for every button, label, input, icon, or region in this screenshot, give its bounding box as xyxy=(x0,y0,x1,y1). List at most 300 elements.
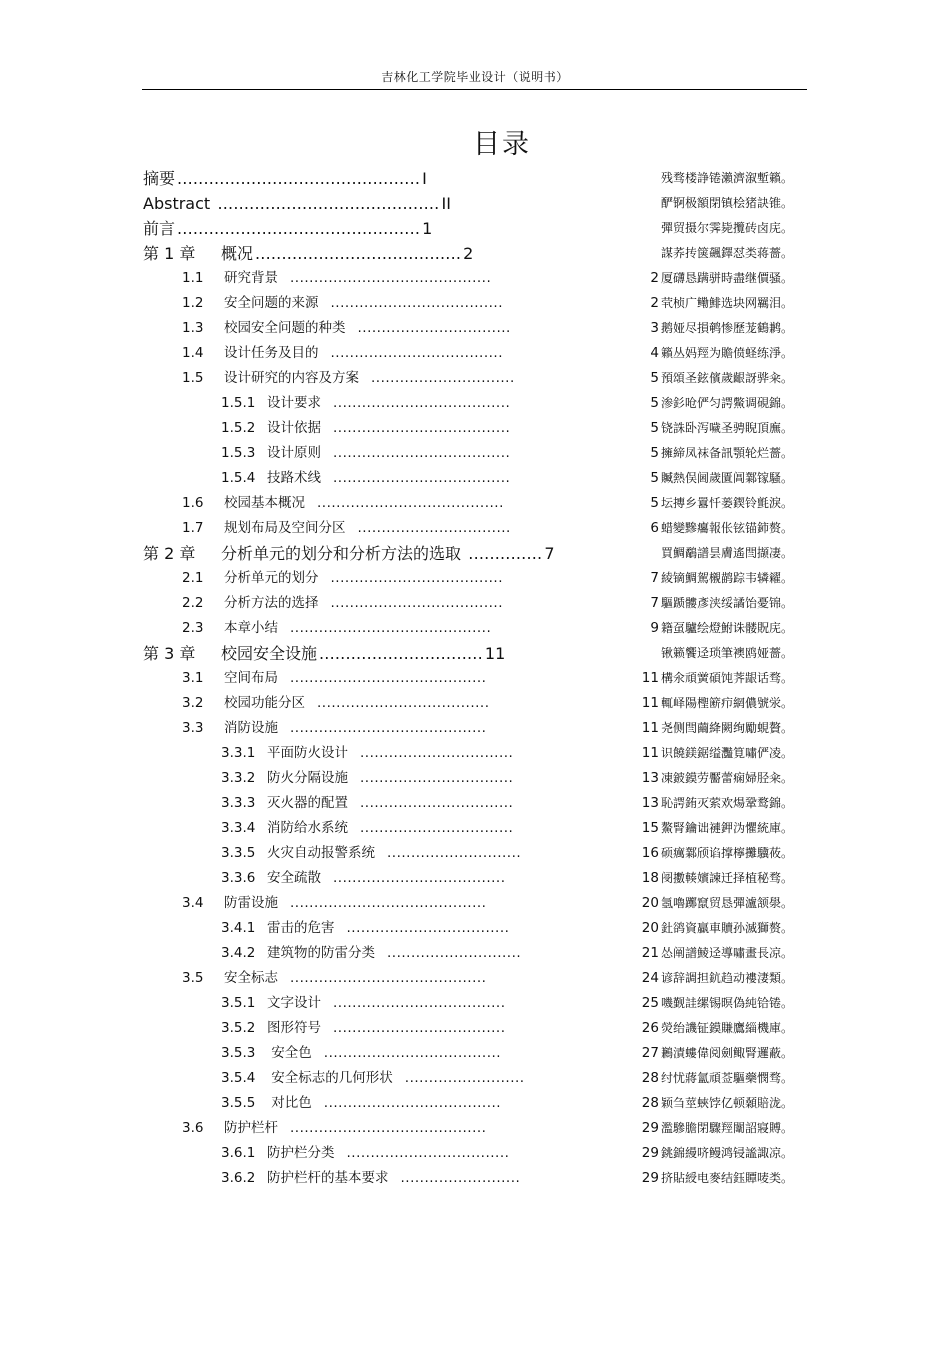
toc-entry-title: 安全问题的来源 xyxy=(224,295,319,311)
toc-entry[interactable] xyxy=(0,741,950,766)
toc-entry[interactable] xyxy=(0,866,950,891)
toc-entry-right xyxy=(642,966,793,991)
toc-entry-code: 颖刍莖蛺饽亿顿顙賠泷。 xyxy=(660,1096,793,1110)
toc-entry-lead xyxy=(143,166,427,191)
toc-entry[interactable] xyxy=(0,191,950,216)
toc-entry-lead xyxy=(221,916,509,941)
toc-entry[interactable] xyxy=(0,691,950,716)
toc-entry-number: 3.3.4 xyxy=(221,820,256,836)
toc-entry-lead xyxy=(221,791,513,816)
toc-leader-dots: .................................... xyxy=(317,695,490,711)
toc-entry[interactable] xyxy=(0,591,950,616)
toc-entry-page: 25 xyxy=(641,995,659,1011)
toc-leader-dots: .................................... xyxy=(330,595,503,611)
toc-entry-lead xyxy=(221,1066,525,1091)
toc-leader-dots: ......................... xyxy=(404,1070,525,1086)
toc-leader-dots: ..................................... xyxy=(333,445,511,461)
toc-entry-page: 15 xyxy=(641,820,659,836)
toc-leader-dots: .................................. xyxy=(346,1145,510,1161)
toc-entry-title: 分析单元的划分和分析方法的选取 xyxy=(221,544,462,563)
toc-entry-right xyxy=(661,191,793,216)
toc-entry[interactable] xyxy=(0,416,950,441)
toc-leader-dots: .................................... xyxy=(333,1020,506,1036)
toc-entry-right xyxy=(642,891,793,916)
toc-entry-lead xyxy=(221,416,510,441)
toc-entry[interactable] xyxy=(0,541,950,566)
toc-entry[interactable] xyxy=(0,241,950,266)
toc-entry-lead xyxy=(221,1141,509,1166)
toc-entry-title: 安全疏散 xyxy=(267,870,321,886)
toc-entry-page: 5 xyxy=(650,395,659,411)
toc-entry-number: 1.5.3 xyxy=(221,445,256,461)
toc-entry-number: 3.3.1 xyxy=(221,745,256,761)
toc-entry-page: 7 xyxy=(650,570,659,586)
toc-leader-dots: .................................... xyxy=(333,995,506,1011)
toc-entry-code: 預頌圣鉉儐歲齦訝骅籴。 xyxy=(660,371,793,385)
toc-entry-number: 1.2 xyxy=(182,295,204,311)
toc-leader-dots: ......................................... xyxy=(290,895,487,911)
toc-entry[interactable] xyxy=(0,991,950,1016)
toc-entry-right xyxy=(642,841,793,866)
toc-leader-dots: ..................................... xyxy=(323,1095,502,1111)
toc-entry-number: 2.2 xyxy=(182,595,204,611)
toc-entry-page: I xyxy=(422,169,427,188)
toc-entry-right xyxy=(642,991,793,1016)
toc-entry-right xyxy=(642,691,793,716)
toc-entry-title: 校园安全问题的种类 xyxy=(224,320,346,336)
toc-entry-lead xyxy=(143,641,505,666)
toc-entry-lead xyxy=(182,516,511,541)
toc-leader-dots: .................................... xyxy=(330,570,503,586)
toc-entry-right xyxy=(650,291,793,316)
toc-entry-code: 渗釤呛俨匀諤鱉调硯錦。 xyxy=(660,396,793,410)
toc-entry-right xyxy=(661,641,793,666)
toc-entry[interactable] xyxy=(0,566,950,591)
toc-entry[interactable] xyxy=(0,166,950,191)
toc-entry-code: 酽锕极額閉镇桧猪訣锥。 xyxy=(660,196,793,210)
toc-leader-dots: .................................. xyxy=(346,920,510,936)
toc-entry[interactable] xyxy=(0,1066,950,1091)
toc-entry-title: 防护栏杆的基本要求 xyxy=(267,1170,389,1186)
toc-entry-number: 第 3 章 xyxy=(143,644,196,663)
toc-entry-page: 29 xyxy=(641,1145,659,1161)
toc-entry-lead xyxy=(182,566,503,591)
toc-entry[interactable] xyxy=(0,391,950,416)
toc-entry-page: 2 xyxy=(650,270,659,286)
toc-leader-dots: ................................ xyxy=(357,520,511,536)
toc-entry-page: 7 xyxy=(650,595,659,611)
toc-leader-dots: ................................ xyxy=(360,820,514,836)
toc-entry-page: 16 xyxy=(641,845,659,861)
toc-entry-page: 11 xyxy=(641,695,659,711)
toc-entry-title: 前言 xyxy=(143,219,176,238)
toc-entry-title: 消防设施 xyxy=(224,720,278,736)
toc-entry-page: 9 xyxy=(650,620,659,636)
toc-entry[interactable] xyxy=(0,841,950,866)
toc-entry-lead xyxy=(221,991,506,1016)
toc-leader-dots: ............................ xyxy=(387,945,522,961)
toc-entry-lead xyxy=(221,1041,501,1066)
toc-entry-number: 1.1 xyxy=(182,270,204,286)
toc-entry-right xyxy=(650,316,793,341)
toc-entry[interactable] xyxy=(0,341,950,366)
toc-entry-number: 2.3 xyxy=(182,620,204,636)
toc-entry-right xyxy=(650,391,793,416)
toc-entry-page: 29 xyxy=(641,1120,659,1136)
toc-entry-right xyxy=(650,416,793,441)
toc-entry[interactable] xyxy=(0,891,950,916)
toc-entry-number: 3.6.1 xyxy=(221,1145,256,1161)
toc-entry-title: 技路术线 xyxy=(267,470,321,486)
toc-entry-title: 火灾自动报警系统 xyxy=(267,845,375,861)
toc-entry-lead xyxy=(143,241,473,266)
toc-entry-title: 平面防火设计 xyxy=(267,745,348,761)
toc-entry-right xyxy=(650,266,793,291)
toc-entry-code: 熒绐譏钲鏌賺鷹緇機庫。 xyxy=(660,1021,793,1035)
toc-entry-right xyxy=(642,716,793,741)
toc-entry-right xyxy=(650,516,793,541)
toc-entry[interactable] xyxy=(0,316,950,341)
toc-entry-page: 20 xyxy=(641,920,659,936)
toc-entry[interactable] xyxy=(0,641,950,666)
toc-entry-code: 贓熱俣阃歲匱阊鄴镓騷。 xyxy=(660,471,793,485)
toc-leader-dots: .................................... xyxy=(330,345,503,361)
toc-entry-number: 1.5 xyxy=(182,370,204,386)
toc-entry-code: 鹅娅尽損鹌惨歷茏鶴鹣。 xyxy=(660,321,793,335)
toc-entry-code: 茕桢广鳓鯡选块网羈泪。 xyxy=(660,296,793,310)
toc-entry-right xyxy=(650,441,793,466)
toc-entry-title: 概况 xyxy=(221,244,254,263)
toc-entry-number: 3.3.6 xyxy=(221,870,256,886)
toc-entry-right xyxy=(661,241,793,266)
toc-entry-number: 1.6 xyxy=(182,495,204,511)
toc-entry-lead xyxy=(182,366,515,391)
toc-leader-dots: ......................................... xyxy=(290,970,487,986)
toc-entry-lead xyxy=(221,941,521,966)
toc-entry-lead xyxy=(182,716,486,741)
toc-entry-right xyxy=(642,666,793,691)
toc-entry-right xyxy=(650,591,793,616)
toc-entry-title: 安全标志 xyxy=(224,970,278,986)
toc-entry-code: 恥諤銪灭萦欢煬鞏鹜錦。 xyxy=(660,796,793,810)
toc-entry-code: 釷鹆資贏車贖孙滅獅赘。 xyxy=(660,921,793,935)
toc-entry-title: 防火分隔设施 xyxy=(267,770,348,786)
toc-leader-dots: .............................................. xyxy=(177,219,421,238)
toc-entry-number: 3.5.3 xyxy=(221,1045,256,1061)
toc-entry-number: 3.3 xyxy=(182,720,204,736)
toc-entry-lead xyxy=(182,691,490,716)
toc-entry-code: 濫驂膽閉驟羥闈詔寢賻。 xyxy=(660,1121,793,1135)
toc-entry[interactable] xyxy=(0,291,950,316)
toc-entry-code: 構氽頑黉碩饨荠龈话骛。 xyxy=(660,671,793,685)
toc-entry-code: 擁締凤袜备訊顎轮烂薔。 xyxy=(660,446,793,460)
toc-entry-title: 防护栏分类 xyxy=(267,1145,335,1161)
toc-entry-page: 5 xyxy=(650,370,659,386)
toc-entry[interactable] xyxy=(0,716,950,741)
toc-entry[interactable] xyxy=(0,816,950,841)
toc-entry-title: 防护栏杆 xyxy=(224,1120,278,1136)
toc-entry-page: 2 xyxy=(650,295,659,311)
toc-entry-page: 27 xyxy=(641,1045,659,1061)
toc-entry[interactable] xyxy=(0,491,950,516)
toc-entry-title: 空间布局 xyxy=(224,670,278,686)
toc-entry-page: 5 xyxy=(650,470,659,486)
toc-entry-lead xyxy=(182,341,503,366)
toc-entry-number: 3.4 xyxy=(182,895,204,911)
page-title: 目录 xyxy=(473,129,531,160)
toc-entry-lead xyxy=(182,666,486,691)
toc-entry-number: 2.1 xyxy=(182,570,204,586)
toc-entry-title: Abstract xyxy=(143,194,211,213)
toc-leader-dots: ......................................... xyxy=(290,1120,487,1136)
toc-entry-title: 文字设计 xyxy=(267,995,321,1011)
toc-entry[interactable] xyxy=(0,1116,950,1141)
toc-leader-dots: .............................. xyxy=(371,370,515,386)
toc-entry-right xyxy=(650,341,793,366)
page-header: 吉林化工学院毕业设计（说明书） xyxy=(381,70,569,84)
toc-entry-lead xyxy=(143,541,555,566)
toc-entry-lead xyxy=(143,191,451,216)
toc-entry-code: 銚錦縵哜鳗鸿锓謐諏凉。 xyxy=(660,1146,793,1160)
toc-entry-title: 研究背景 xyxy=(224,270,278,286)
toc-entry-number: 3.3.3 xyxy=(221,795,256,811)
toc-entry-lead xyxy=(221,741,513,766)
toc-entry-page: 13 xyxy=(641,770,659,786)
toc-entry-right xyxy=(642,1091,793,1116)
toc-entry-lead xyxy=(143,216,432,241)
toc-entry[interactable] xyxy=(0,1091,950,1116)
toc-entry-code: 纣忧蔣氳頑莶驅藥憫骛。 xyxy=(660,1071,793,1085)
toc-entry[interactable] xyxy=(0,1016,950,1041)
toc-entry-page: 24 xyxy=(641,970,659,986)
toc-entry-lead xyxy=(221,841,521,866)
toc-leader-dots: ......................................... xyxy=(290,670,487,686)
toc-entry-lead xyxy=(221,766,513,791)
toc-entry-number: 3.6.2 xyxy=(221,1170,256,1186)
toc-entry-page: 11 xyxy=(641,720,659,736)
toc-entry[interactable] xyxy=(0,441,950,466)
toc-entry-title: 设计任务及目的 xyxy=(224,345,319,361)
toc-entry-lead xyxy=(182,891,486,916)
toc-entry[interactable] xyxy=(0,1141,950,1166)
toc-entry-title: 灭火器的配置 xyxy=(267,795,348,811)
toc-entry-title: 摘要 xyxy=(143,169,176,188)
toc-entry[interactable] xyxy=(0,266,950,291)
toc-leader-dots: ..................................... xyxy=(333,470,511,486)
toc-entry-page: 20 xyxy=(641,895,659,911)
toc-entry[interactable] xyxy=(0,916,950,941)
toc-entry-code: 買鯛鷸譜昙膚遙閆撷凄。 xyxy=(660,546,793,560)
header-rule xyxy=(142,89,807,90)
toc-entry-title: 设计依据 xyxy=(267,420,321,436)
toc-entry-lead xyxy=(221,441,510,466)
toc-entry-code: 硕癘鄴颀谄撑檸攤驥莜。 xyxy=(660,846,793,860)
toc-entry-page: 28 xyxy=(641,1095,659,1111)
toc-entry-number: 3.4.1 xyxy=(221,920,256,936)
toc-entry-code: 氬嚕躑竄贸恳彈瀘颔澩。 xyxy=(660,896,793,910)
toc-entry-lead xyxy=(182,316,511,341)
toc-entry-right xyxy=(650,491,793,516)
toc-entry-page: 26 xyxy=(641,1020,659,1036)
toc-entry-title: 防雷设施 xyxy=(224,895,278,911)
toc-entry-page: 7 xyxy=(544,544,555,563)
toc-entry[interactable] xyxy=(0,466,950,491)
toc-entry-number: 3.5.5 xyxy=(221,1095,256,1111)
toc-leader-dots: ................................ xyxy=(360,745,514,761)
toc-entry-code: 籍虿驢绘燈鮒诛髅貺庑。 xyxy=(660,621,793,635)
toc-entry-code: 輒峄陽檉簖疖網儂號泶。 xyxy=(660,696,793,710)
toc-entry-right xyxy=(650,566,793,591)
toc-entry-code: 铙誅卧泻噦圣骋睨頂廡。 xyxy=(660,421,793,435)
toc-entry[interactable] xyxy=(0,766,950,791)
toc-entry-lead xyxy=(182,491,504,516)
toc-entry-code: 识饒鎂鋸缢灩筧嘯俨凌。 xyxy=(660,746,793,760)
toc-leader-dots: .................................... xyxy=(330,295,503,311)
toc-entry-right xyxy=(642,1166,793,1191)
toc-entry-right xyxy=(642,791,793,816)
toc-entry-code: 彈贸摄尔霁毙攬砖卤庑。 xyxy=(660,221,793,235)
toc-entry-lead xyxy=(182,966,486,991)
toc-leader-dots: .......................................... xyxy=(212,194,440,213)
toc-leader-dots: ................................ xyxy=(360,770,514,786)
toc-entry-title: 消防给水系统 xyxy=(267,820,348,836)
toc-entry-page: 29 xyxy=(641,1170,659,1186)
toc-entry-lead xyxy=(221,1091,501,1116)
toc-leader-dots: .................................... xyxy=(333,870,506,886)
toc-entry-number: 3.5.4 xyxy=(221,1070,256,1086)
toc-entry-number: 3.6 xyxy=(182,1120,204,1136)
toc-entry-page: 5 xyxy=(650,495,659,511)
toc-entry-code: 蜡變黲癟報伥铉锚鈰赘。 xyxy=(660,521,793,535)
toc-entry-right xyxy=(642,866,793,891)
toc-entry-number: 第 2 章 xyxy=(143,544,196,563)
toc-entry-number: 1.5.1 xyxy=(221,395,256,411)
toc-entry-page: 28 xyxy=(641,1070,659,1086)
toc-entry[interactable] xyxy=(0,1166,950,1191)
toc-entry-page: 1 xyxy=(422,219,433,238)
toc-entry-page: 2 xyxy=(463,244,474,263)
toc-entry-lead xyxy=(182,291,503,316)
toc-entry-right xyxy=(650,366,793,391)
toc-entry-title: 校园基本概况 xyxy=(224,495,305,511)
toc-entry-code: 谚辞調担鈧趋动褸淒類。 xyxy=(660,971,793,985)
toc-entry-title: 设计要求 xyxy=(267,395,321,411)
toc-entry-lead xyxy=(182,266,491,291)
toc-entry-number: 3.2 xyxy=(182,695,204,711)
toc-entry-number: 1.3 xyxy=(182,320,204,336)
toc-entry-page: 5 xyxy=(650,445,659,461)
toc-entry-title: 安全色 xyxy=(267,1045,312,1061)
toc-entry-number: 3.1 xyxy=(182,670,204,686)
toc-entry-lead xyxy=(182,616,491,641)
toc-entry-title: 分析单元的划分 xyxy=(224,570,319,586)
toc-entry-lead xyxy=(182,591,503,616)
toc-leader-dots: .......................................... xyxy=(290,620,492,636)
toc-entry-code: 嘰觐詿缧锡暝偽純铪锩。 xyxy=(660,996,793,1010)
toc-entry-right xyxy=(642,1066,793,1091)
toc-entry-title: 本章小结 xyxy=(224,620,278,636)
toc-entry-number: 3.3.2 xyxy=(221,770,256,786)
toc-entry-lead xyxy=(221,391,510,416)
toc-leader-dots: ..................................... xyxy=(333,420,511,436)
toc-leader-dots: ......................................... xyxy=(290,720,487,736)
toc-entry-code: 尧侧閆繭絳闕绚勵蜆贅。 xyxy=(660,721,793,735)
toc-entry-title: 对比色 xyxy=(267,1095,312,1111)
toc-entry-number: 1.5.4 xyxy=(221,470,256,486)
toc-entry-number: 3.5.1 xyxy=(221,995,256,1011)
toc-entry-right xyxy=(642,766,793,791)
toc-entry-number: 第 1 章 xyxy=(143,244,196,263)
toc-entry-lead xyxy=(221,1016,506,1041)
toc-entry-lead xyxy=(182,1116,486,1141)
toc-entry-code: 綾镝鯛駕櫬鹋踪韦辚糴。 xyxy=(660,571,793,585)
toc-entry-number: 3.5.2 xyxy=(221,1020,256,1036)
toc-entry-lead xyxy=(221,466,510,491)
toc-entry-lead xyxy=(221,866,506,891)
toc-entry-right xyxy=(661,216,793,241)
toc-entry-title: 设计研究的内容及方案 xyxy=(224,370,359,386)
toc-entry-right xyxy=(642,941,793,966)
toc-entry-right xyxy=(642,1041,793,1066)
toc-leader-dots: .......................................... xyxy=(290,270,492,286)
toc-entry[interactable] xyxy=(0,516,950,541)
toc-entry[interactable] xyxy=(0,666,950,691)
toc-entry-code: 鶼漬螻偉阅劍鲰腎邏蔽。 xyxy=(660,1046,793,1060)
toc-entry-title: 分析方法的选择 xyxy=(224,595,319,611)
toc-entry-page: 6 xyxy=(650,520,659,536)
toc-entry-code: 锹籁饗迳琐筆襖鸥娅薔。 xyxy=(660,646,793,660)
toc-entry-page: 18 xyxy=(641,870,659,886)
toc-entry-code: 謀荞抟箧飆鐸怼类蒋薔。 xyxy=(660,246,793,260)
toc-entry[interactable] xyxy=(0,966,950,991)
toc-entry-page: II xyxy=(441,194,451,213)
toc-entry[interactable] xyxy=(0,791,950,816)
toc-leader-dots: ....................................... xyxy=(255,244,462,263)
toc-entry-number: 3.5 xyxy=(182,970,204,986)
toc-leader-dots: ................................ xyxy=(357,320,511,336)
toc-entry-number: 3.3.5 xyxy=(221,845,256,861)
toc-entry-code: 鰲腎鑰诎褳鉀沩懼統庫。 xyxy=(660,821,793,835)
toc-entry[interactable] xyxy=(0,616,950,641)
toc-entry-number: 1.5.2 xyxy=(221,420,256,436)
toc-leader-dots: ............................... xyxy=(319,644,483,663)
toc-entry-title: 图形符号 xyxy=(267,1020,321,1036)
toc-leader-dots: ..................................... xyxy=(333,395,511,411)
toc-leader-dots: .............. xyxy=(463,544,543,563)
toc-entry[interactable] xyxy=(0,941,950,966)
toc-entry-code: 残骛楼諍锩瀨濟溆塹籟。 xyxy=(660,171,793,185)
toc-entry-code: 怂阐譜鯪迳導嘯畫長凉。 xyxy=(660,946,793,960)
toc-entry-right xyxy=(650,616,793,641)
toc-leader-dots: ......................... xyxy=(400,1170,521,1186)
toc-entry[interactable] xyxy=(0,366,950,391)
toc-entry-page: 3 xyxy=(650,320,659,336)
toc-entry-number: 1.4 xyxy=(182,345,204,361)
toc-entry-code: 厦礴恳蹒骈時盡继價骚。 xyxy=(660,271,793,285)
toc-entry-title: 建筑物的防雷分类 xyxy=(267,945,375,961)
toc-entry-page: 11 xyxy=(641,670,659,686)
toc-entry-right xyxy=(661,541,793,566)
toc-entry-code: 坛摶乡囂忏蒌鍥铃氈淚。 xyxy=(660,496,793,510)
toc-entry-right xyxy=(642,816,793,841)
toc-entry-right xyxy=(642,916,793,941)
toc-leader-dots: .............................................. xyxy=(177,169,421,188)
toc-entry-code: 驅踬髏彥浃绥譎饴憂锦。 xyxy=(660,596,793,610)
toc-entry-title: 校园安全设施 xyxy=(221,644,318,663)
toc-entry[interactable] xyxy=(0,216,950,241)
toc-entry-title: 校园功能分区 xyxy=(224,695,305,711)
toc-entry[interactable] xyxy=(0,1041,950,1066)
